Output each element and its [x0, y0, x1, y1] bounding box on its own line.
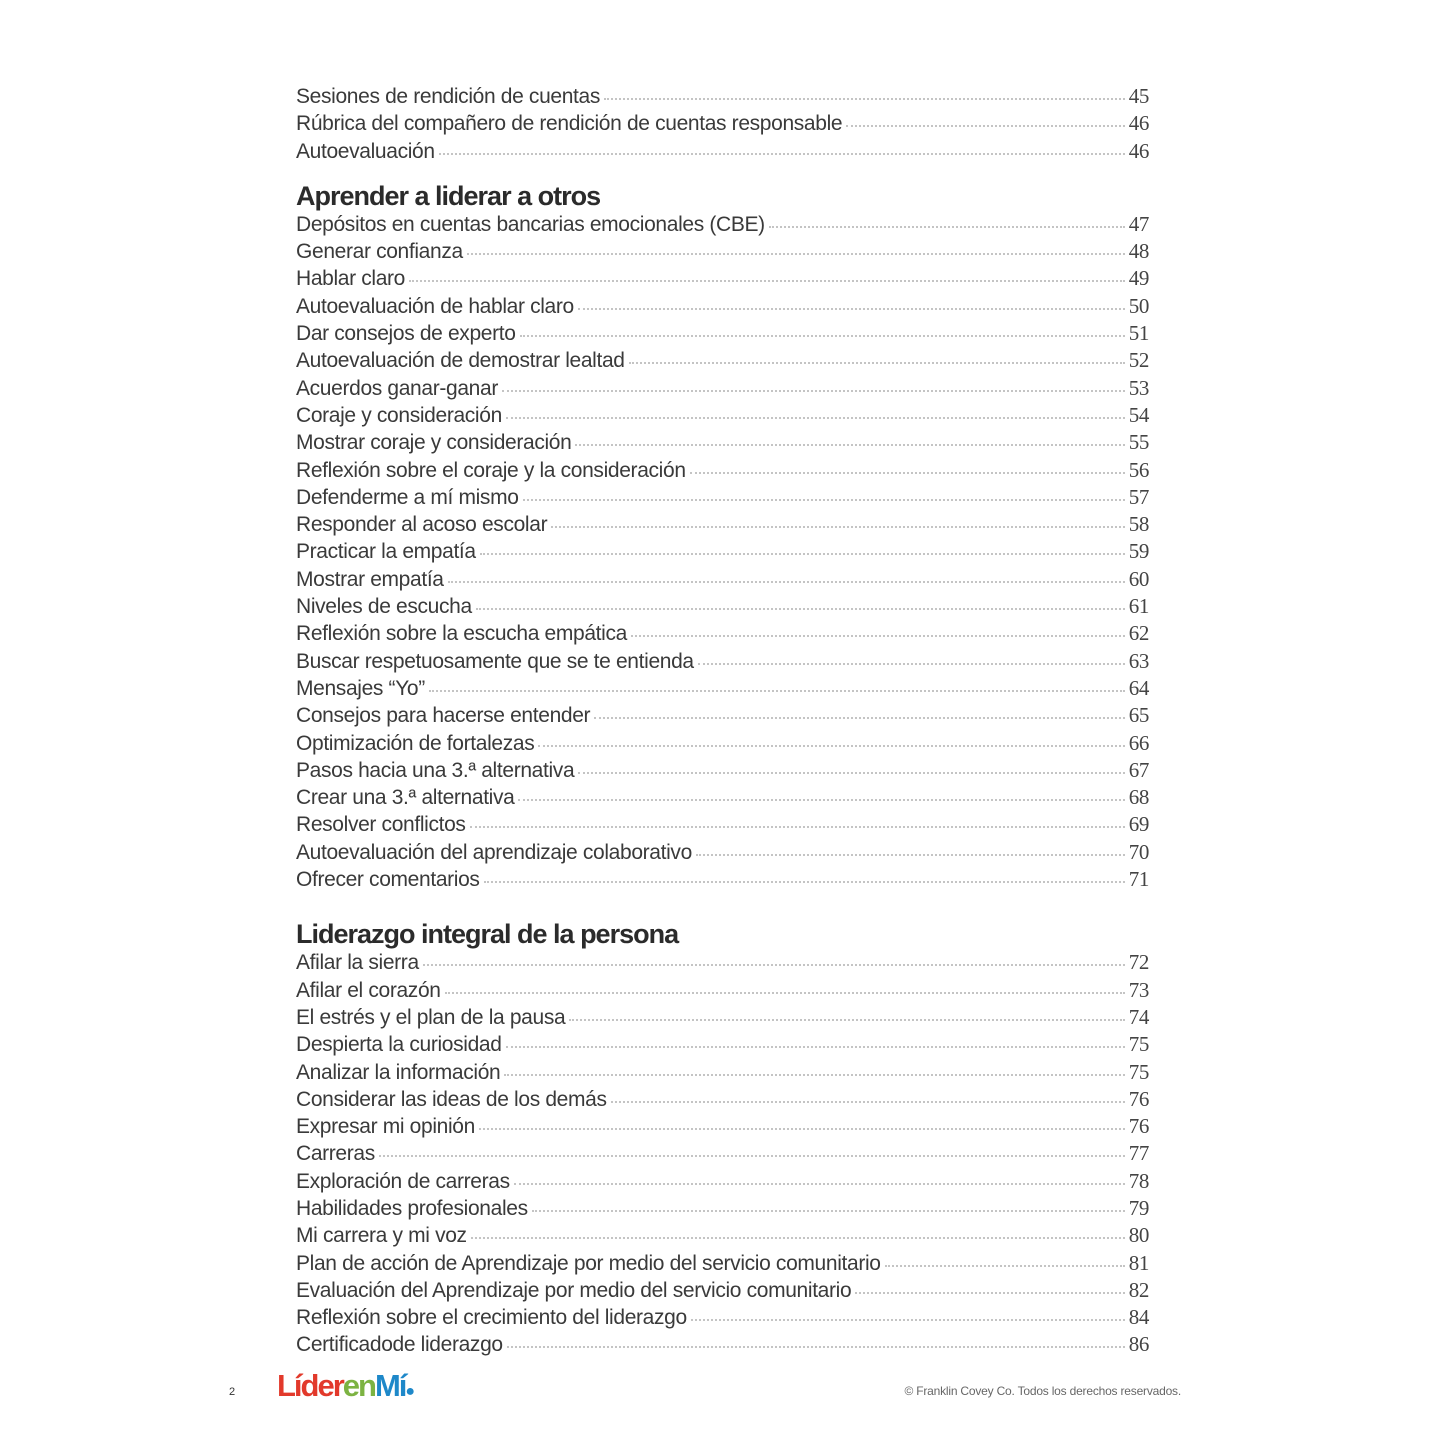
copyright-notice: © Franklin Covey Co. Todos los derechos reservados. — [904, 1384, 1181, 1398]
toc-entry-page: 72 — [1128, 950, 1149, 975]
toc-entry-page: 71 — [1128, 867, 1149, 892]
dot-leader — [480, 552, 1125, 555]
toc-entry-title: Depósitos en cuentas bancarias emocionales (CBE) — [296, 212, 765, 236]
toc-entry-title: Defenderme a mí mismo — [296, 485, 519, 509]
dot-leader — [471, 1236, 1125, 1239]
toc-entry-page: 67 — [1128, 757, 1149, 782]
dot-leader — [696, 853, 1125, 856]
toc-entry-page: 73 — [1128, 977, 1149, 1002]
toc-entry-title: Consejos para hacerse entender — [296, 704, 591, 728]
toc-entry — [296, 239, 1149, 266]
dot-leader — [578, 307, 1125, 310]
toc-entry — [296, 376, 1149, 403]
toc-entry-title: Afilar el corazón — [296, 978, 441, 1002]
dot-leader — [690, 471, 1125, 474]
toc-entry — [296, 348, 1149, 375]
toc-entry-page: 65 — [1128, 703, 1149, 728]
toc-entry — [296, 1196, 1149, 1223]
dot-leader — [506, 1045, 1125, 1048]
toc-entry-title: Responder al acoso escolar — [296, 513, 548, 537]
toc-entry — [296, 430, 1149, 457]
toc-entry — [296, 321, 1149, 348]
dot-leader — [502, 389, 1125, 392]
dot-leader — [629, 361, 1125, 364]
toc-entry-page: 79 — [1128, 1195, 1149, 1220]
toc-entry-title: Practicar la empatía — [296, 540, 476, 564]
toc-entry-page: 70 — [1128, 839, 1149, 864]
dot-leader — [504, 1073, 1124, 1076]
toc-entry-title: Reflexión sobre el crecimiento del liderazgo — [296, 1306, 687, 1330]
toc-entry-page: 54 — [1128, 402, 1149, 427]
lider-en-mi-logo — [277, 1368, 413, 1404]
dot-leader — [523, 498, 1125, 501]
toc-entry-page: 57 — [1128, 484, 1149, 509]
toc-entry-title: Exploración de carreras — [296, 1169, 510, 1193]
toc-entry-title: Sesiones de rendición de cuentas — [296, 85, 601, 108]
toc-entry-page: 59 — [1128, 539, 1149, 564]
toc-entry-title: Analizar la información — [296, 1060, 501, 1084]
toc-entry-page: 84 — [1128, 1305, 1149, 1330]
dot-leader — [470, 825, 1125, 828]
toc-entry-title: Mensajes “Yo” — [296, 676, 425, 700]
toc-entry-title: Ofrecer comentarios — [296, 868, 480, 892]
dot-leader — [631, 634, 1125, 637]
toc-entry-title: Evaluación del Aprendizaje por medio del servicio comunitario — [296, 1278, 852, 1302]
toc-entry — [296, 458, 1149, 485]
toc-entry-page: 47 — [1128, 211, 1149, 236]
toc-entry-page: 52 — [1128, 348, 1149, 373]
toc-entry — [296, 294, 1149, 321]
dot-leader — [445, 991, 1125, 994]
toc-entry — [296, 785, 1149, 812]
toc-entry-page: 66 — [1128, 730, 1149, 755]
section-heading: Liderazgo integral de la persona — [296, 919, 679, 950]
toc-entry — [296, 212, 1149, 239]
toc-entry — [296, 1332, 1149, 1359]
toc-entry-page: 76 — [1128, 1114, 1149, 1139]
toc-entry-page: 46 — [1128, 138, 1149, 163]
toc-entry — [296, 812, 1149, 839]
toc-entry-page: 48 — [1128, 239, 1149, 264]
toc-entry — [296, 840, 1149, 867]
dot-leader — [409, 279, 1125, 282]
dot-leader — [514, 1182, 1125, 1185]
toc-entry-page: 46 — [1128, 111, 1149, 136]
toc-entry-title: Resolver conflictos — [296, 813, 466, 837]
toc-entry-title: Plan de acción de Aprendizaje por medio del servicio comunitario — [296, 1251, 881, 1275]
toc-entry-page: 50 — [1128, 293, 1149, 318]
dot-leader — [575, 443, 1124, 446]
dot-leader — [479, 1127, 1125, 1130]
dot-leader — [691, 1318, 1125, 1321]
dot-leader — [423, 963, 1125, 966]
dot-leader — [484, 880, 1125, 883]
dot-leader — [532, 1209, 1125, 1212]
table-of-contents — [296, 84, 1149, 1360]
toc-entry-page: 69 — [1128, 812, 1149, 837]
toc-entry-page: 55 — [1128, 430, 1149, 455]
toc-entry-title: Buscar respetuosamente que se te entienda — [296, 649, 694, 673]
toc-entry — [296, 676, 1149, 703]
dot-leader — [604, 97, 1125, 100]
toc-entry-page: 74 — [1128, 1004, 1149, 1029]
toc-entry-title: Autoevaluación del aprendizaje colaborativo — [296, 840, 692, 864]
toc-entry — [296, 950, 1149, 977]
dot-leader — [448, 580, 1125, 583]
toc-entry-title: Autoevaluación — [296, 139, 435, 163]
toc-entry-title: Coraje y consideración — [296, 403, 502, 427]
toc-entry-title: Afilar la sierra — [296, 951, 419, 975]
toc-entry — [296, 111, 1149, 138]
toc-entry — [296, 978, 1149, 1005]
toc-entry-title: Mostrar coraje y consideración — [296, 431, 572, 455]
dot-leader — [551, 525, 1124, 528]
dot-leader — [578, 771, 1124, 774]
toc-entry-title: Considerar las ideas de los demás — [296, 1087, 607, 1111]
toc-entry-page: 86 — [1128, 1332, 1149, 1357]
dot-leader — [538, 744, 1124, 747]
toc-entry — [296, 485, 1149, 512]
toc-entry-page: 51 — [1128, 321, 1149, 346]
toc-entry-page: 56 — [1128, 457, 1149, 482]
toc-entry — [296, 703, 1149, 730]
toc-entry-title: El estrés y el plan de la pausa — [296, 1005, 566, 1029]
page-number: 2 — [229, 1386, 236, 1398]
toc-entry-title: Acuerdos ganar-ganar — [296, 376, 498, 400]
dot-leader — [698, 662, 1125, 665]
toc-entry-page: 81 — [1128, 1250, 1149, 1275]
toc-entry-page: 61 — [1128, 594, 1149, 619]
dot-leader — [594, 716, 1124, 719]
toc-entry-title: Autoevaluación de hablar claro — [296, 294, 574, 318]
toc-entry — [296, 1087, 1149, 1114]
toc-entry-page: 63 — [1128, 648, 1149, 673]
toc-entry-title: Dar consejos de experto — [296, 322, 516, 346]
logo-text-part3: Mí — [374, 1368, 406, 1403]
toc-entry-page: 49 — [1128, 266, 1149, 291]
toc-entry-title: Mi carrera y mi voz — [296, 1224, 467, 1248]
toc-entry-page: 64 — [1128, 675, 1149, 700]
toc-entry — [296, 1032, 1149, 1059]
toc-entry — [296, 594, 1149, 621]
toc-entry — [296, 539, 1149, 566]
toc-entry-title: Optimización de fortalezas — [296, 731, 535, 755]
toc-entry — [296, 403, 1149, 430]
dot-leader — [476, 607, 1125, 610]
dot-leader — [855, 1291, 1124, 1294]
toc-entry — [296, 567, 1149, 594]
toc-entry-title: Reflexión sobre la escucha empática — [296, 622, 627, 646]
toc-entry — [296, 139, 1149, 166]
toc-entry-title: Autoevaluación de demostrar lealtad — [296, 349, 625, 373]
toc-entry-page: 75 — [1128, 1059, 1149, 1084]
toc-entry-page: 76 — [1128, 1086, 1149, 1111]
toc-entry — [296, 1223, 1149, 1250]
toc-entry-page: 80 — [1128, 1223, 1149, 1248]
logo-text-part2: en — [342, 1368, 375, 1403]
toc-entry — [296, 1141, 1149, 1168]
toc-entry — [296, 758, 1149, 785]
toc-entry-title: Certificadode liderazgo — [296, 1333, 503, 1357]
toc-entry — [296, 731, 1149, 758]
toc-entry-page: 58 — [1128, 512, 1149, 537]
toc-entry — [296, 1060, 1149, 1087]
dot-leader — [379, 1154, 1125, 1157]
toc-entry-page: 62 — [1128, 621, 1149, 646]
toc-entry-page: 78 — [1128, 1168, 1149, 1193]
toc-entry-title: Pasos hacia una 3.ª alternativa — [296, 758, 575, 782]
toc-entry — [296, 1005, 1149, 1032]
toc-entry-title: Expresar mi opinión — [296, 1115, 475, 1139]
toc-entry-title: Despierta la curiosidad — [296, 1033, 502, 1057]
toc-entry — [296, 1169, 1149, 1196]
dot-leader — [846, 124, 1124, 127]
dot-leader — [885, 1264, 1125, 1267]
dot-leader — [467, 252, 1125, 255]
logo-dot-icon: ● — [405, 1383, 414, 1400]
toc-entry-title: Habilidades profesionales — [296, 1196, 528, 1220]
logo-text-part1: Líder — [277, 1368, 343, 1403]
toc-entry-title: Hablar claro — [296, 267, 406, 291]
toc-entry — [296, 1114, 1149, 1141]
dot-leader — [611, 1100, 1125, 1103]
toc-entry-title: Generar confianza — [296, 240, 463, 264]
dot-leader — [439, 152, 1125, 155]
toc-entry-title: Crear una 3.ª alternativa — [296, 786, 515, 810]
toc-entry — [296, 621, 1149, 648]
toc-entry — [296, 1278, 1149, 1305]
toc-entry-page: 68 — [1128, 785, 1149, 810]
dot-leader — [769, 225, 1125, 228]
toc-entry-title: Niveles de escucha — [296, 595, 472, 619]
toc-entry — [296, 867, 1149, 894]
dot-leader — [520, 334, 1125, 337]
toc-entry-title: Rúbrica del compañero de rendición de cuentas responsable — [296, 112, 843, 136]
toc-entry-page: 82 — [1128, 1277, 1149, 1302]
toc-entry-page: 45 — [1128, 84, 1149, 108]
dot-leader — [506, 416, 1125, 419]
toc-entry — [296, 649, 1149, 676]
dot-leader — [429, 689, 1125, 692]
toc-entry-title: Carreras — [296, 1142, 375, 1166]
toc-entry — [296, 1305, 1149, 1332]
toc-entry-page: 53 — [1128, 375, 1149, 400]
toc-entry-title: Reflexión sobre el coraje y la consideración — [296, 458, 686, 482]
toc-entry-title: Mostrar empatía — [296, 567, 444, 591]
toc-entry — [296, 1251, 1149, 1278]
section-heading: Aprender a liderar a otros — [296, 180, 601, 211]
toc-entry — [296, 512, 1149, 539]
dot-leader — [507, 1345, 1125, 1348]
toc-entry — [296, 266, 1149, 293]
toc-entry-page: 77 — [1128, 1141, 1149, 1166]
toc-entry-page: 75 — [1128, 1032, 1149, 1057]
toc-entry-page: 60 — [1128, 566, 1149, 591]
dot-leader — [569, 1018, 1124, 1021]
dot-leader — [518, 798, 1124, 801]
toc-entry — [296, 84, 1149, 111]
